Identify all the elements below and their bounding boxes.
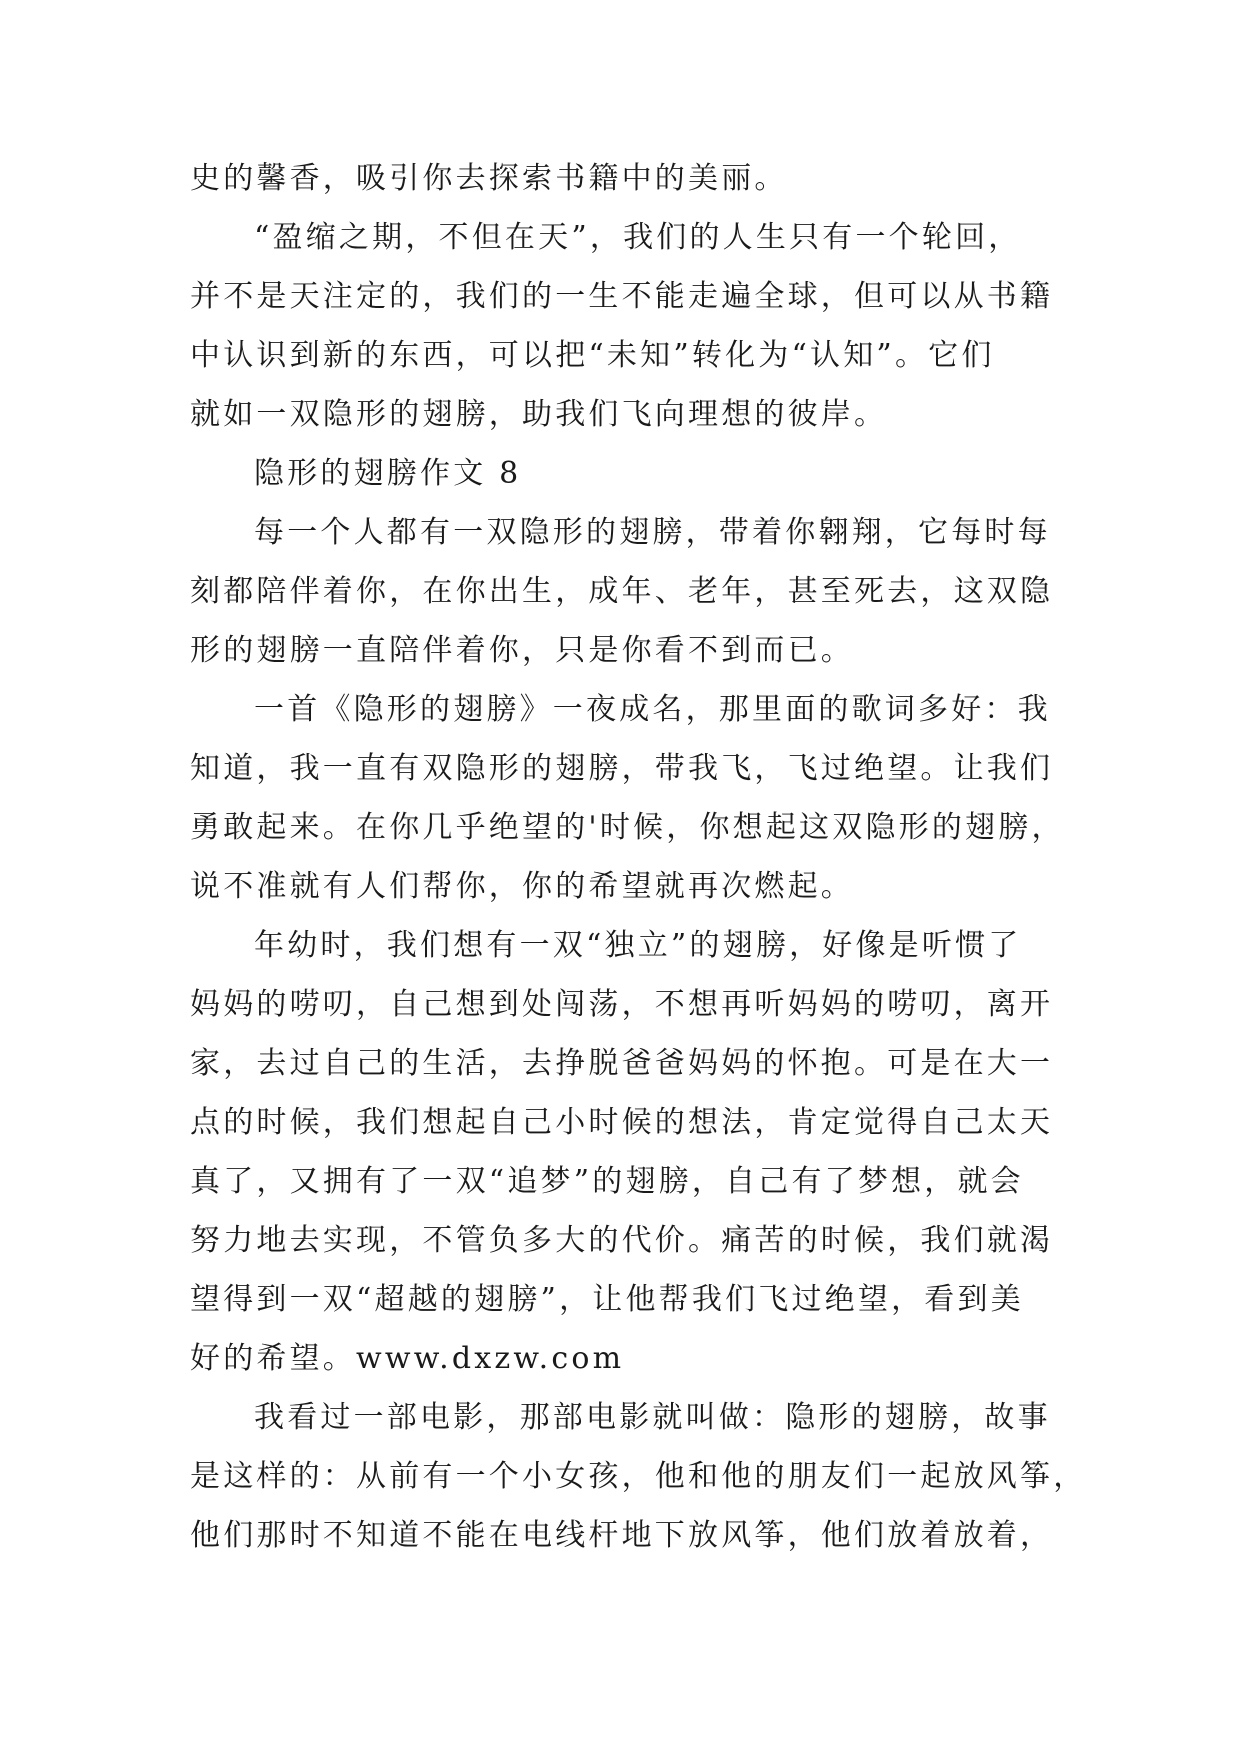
text-line: 一首《隐形的翅膀》一夜成名，那里面的歌词多好：我 [254, 692, 1051, 727]
text-line: 说不准就有人们帮你，你的希望就再次燃起。 [190, 869, 854, 904]
text-line: 年幼时，我们想有一双“独立”的翅膀，好像是听惯了 [254, 928, 1022, 963]
text-line: 中认识到新的东西，可以把“未知”转化为“认知”。它们 [190, 338, 995, 373]
paragraph [190, 208, 1054, 444]
text-line: 家，去过自己的生活，去挣脱爸爸妈妈的怀抱。可是在大一 [190, 1046, 1054, 1081]
text-line: 就如一双隐形的翅膀，助我们飞向理想的彼岸。 [190, 397, 888, 432]
text-line: 形的翅膀一直陪伴着你，只是你看不到而已。 [190, 633, 854, 668]
text-line: 每一个人都有一双隐形的翅膀，带着你翱翔，它每时每 [254, 515, 1051, 550]
text-line: 刻都陪伴着你，在你出生，成年、老年，甚至死去，这双隐 [190, 574, 1054, 609]
text-line: 好的希望。www.dxzw.com [190, 1341, 625, 1376]
section-title [190, 444, 1050, 503]
paragraph [190, 680, 1065, 916]
text-line: 他们那时不知道不能在电线杆地下放风筝，他们放着放着， [190, 1518, 1054, 1553]
text-line: 努力地去实现，不管负多大的代价。痛苦的时候，我们就渴 [190, 1223, 1054, 1258]
text-line: 我看过一部电影，那部电影就叫做：隐形的翅膀，故事 [254, 1400, 1051, 1435]
paragraph [190, 149, 1050, 208]
paragraph [190, 916, 1054, 1388]
text-line: “盈缩之期，不但在天”，我们的人生只有一个轮回， [254, 220, 1022, 255]
text-line: 并不是天注定的，我们的一生不能走遍全球，但可以从书籍 [190, 279, 1054, 314]
text-line: 是这样的：从前有一个小女孩，他和他的朋友们一起放风筝， [190, 1459, 1087, 1494]
document-body [190, 149, 1087, 1565]
text-line: 妈妈的唠叨，自己想到处闯荡，不想再听妈妈的唠叨，离开 [190, 987, 1054, 1022]
paragraph [190, 503, 1054, 680]
text-line: 知道，我一直有双隐形的翅膀，带我飞，飞过绝望。让我们 [190, 751, 1054, 786]
text-line: 勇敢起来。在你几乎绝望的'时候，你想起这双隐形的翅膀， [190, 810, 1065, 845]
paragraph [190, 1388, 1087, 1565]
text-line: 点的时候，我们想起自己小时候的想法，肯定觉得自己太天 [190, 1105, 1054, 1140]
text-line: 真了，又拥有了一双“追梦”的翅膀，自己有了梦想，就会 [190, 1164, 1024, 1199]
text-line: 望得到一双“超越的翅膀”，让他帮我们飞过绝望，看到美 [190, 1282, 1024, 1317]
text-line: 史的馨香，吸引你去探索书籍中的美丽。 [190, 161, 788, 196]
essay-title: 隐形的翅膀作文 8 [254, 456, 522, 491]
